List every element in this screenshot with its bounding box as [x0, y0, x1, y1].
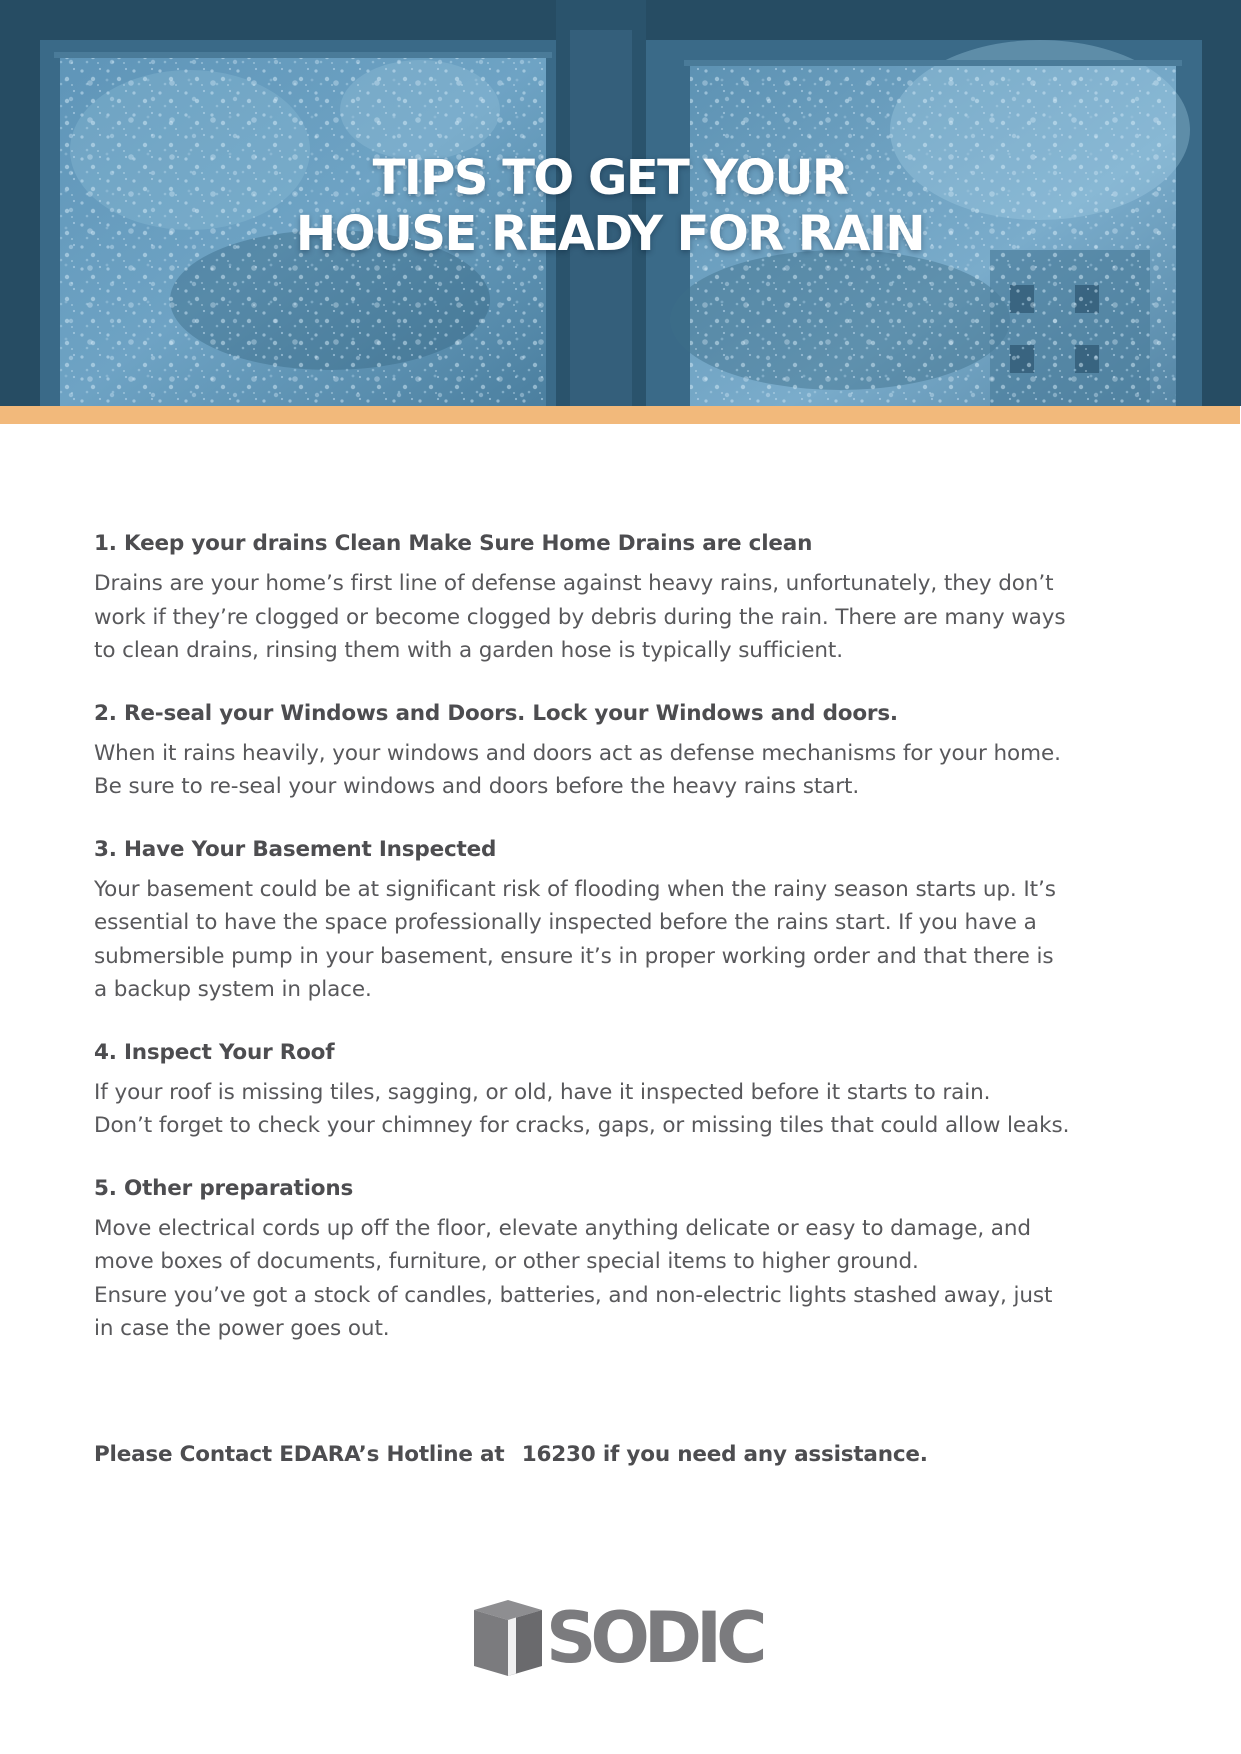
tip-item [94, 1036, 1164, 1143]
tip-line: When it rains heavily, your windows and doors act as defense mechanisms for your home. [94, 740, 1061, 766]
tip-body [94, 873, 1164, 1007]
page-title [0, 150, 1220, 262]
tip-item [94, 697, 1164, 804]
tip-line: Move electrical cords up off the floor, elevate anything delicate or easy to damage, and [94, 1215, 1031, 1241]
tip-line: in case the power goes out. [94, 1316, 390, 1341]
tip-item [94, 527, 1164, 668]
tip-line: If your roof is missing tiles, sagging, or old, have it inspected before it starts to rain. [94, 1079, 991, 1105]
logo-wordmark: SODIC [546, 1597, 762, 1679]
tip-heading: 2. Re-seal your Windows and Doors. Lock your Windows and doors. [94, 700, 898, 726]
hero-banner [0, 0, 1241, 406]
tip-line: Be sure to re-seal your windows and doors before the heavy rains start. [94, 774, 860, 799]
contact-suffix: if you need any assistance. [602, 1442, 928, 1467]
tip-line: to clean drains, rinsing them with a garden hose is typically sufficient. [94, 638, 843, 663]
tip-line: work if they’re clogged or become clogged by debris during the rain. There are many ways [94, 604, 1066, 630]
tip-item [94, 1172, 1164, 1346]
tip-line: Your basement could be at significant risk of flooding when the rainy season starts up. It’s [94, 876, 1056, 902]
accent-divider [0, 406, 1240, 424]
tip-line: a backup system in place. [94, 977, 372, 1002]
cube-logo-icon [470, 1598, 546, 1678]
tip-heading: 4. Inspect Your Roof [94, 1039, 335, 1065]
tip-body [94, 737, 1164, 804]
tip-body [94, 567, 1164, 668]
tips-list [94, 527, 1164, 1375]
tip-line: Ensure you’ve got a stock of candles, batteries, and non-electric lights stashed away, just [94, 1282, 1053, 1308]
hotline-number: 16230 [521, 1442, 596, 1467]
title-line-2: HOUSE READY FOR RAIN [295, 206, 925, 262]
tip-line: Drains are your home’s first line of defense against heavy rains, unfortunately, they don’t [94, 571, 1054, 596]
tip-line: move boxes of documents, furniture, or other special items to higher ground. [94, 1249, 919, 1274]
tip-line: submersible pump in your basement, ensure it’s in proper working order and that there is [94, 943, 1054, 969]
tip-body [94, 1212, 1164, 1346]
contact-line [94, 1438, 928, 1472]
tip-line: essential to have the space professionally inspected before the rains start. If you have a [94, 910, 1037, 935]
tip-heading: 3. Have Your Basement Inspected [94, 836, 497, 862]
tip-body [94, 1076, 1164, 1143]
tip-heading: 1. Keep your drains Clean Make Sure Home Drains are clean [94, 531, 813, 556]
tip-heading: 5. Other preparations [94, 1175, 354, 1201]
tip-item [94, 833, 1164, 1007]
title-line-1: TIPS TO GET YOUR [372, 150, 848, 206]
tip-line: Don’t forget to check your chimney for cracks, gaps, or missing tiles that could allow leaks. [94, 1113, 1070, 1138]
contact-prefix: Please Contact EDARA’s Hotline at [94, 1442, 505, 1467]
sodic-logo [470, 1598, 770, 1678]
